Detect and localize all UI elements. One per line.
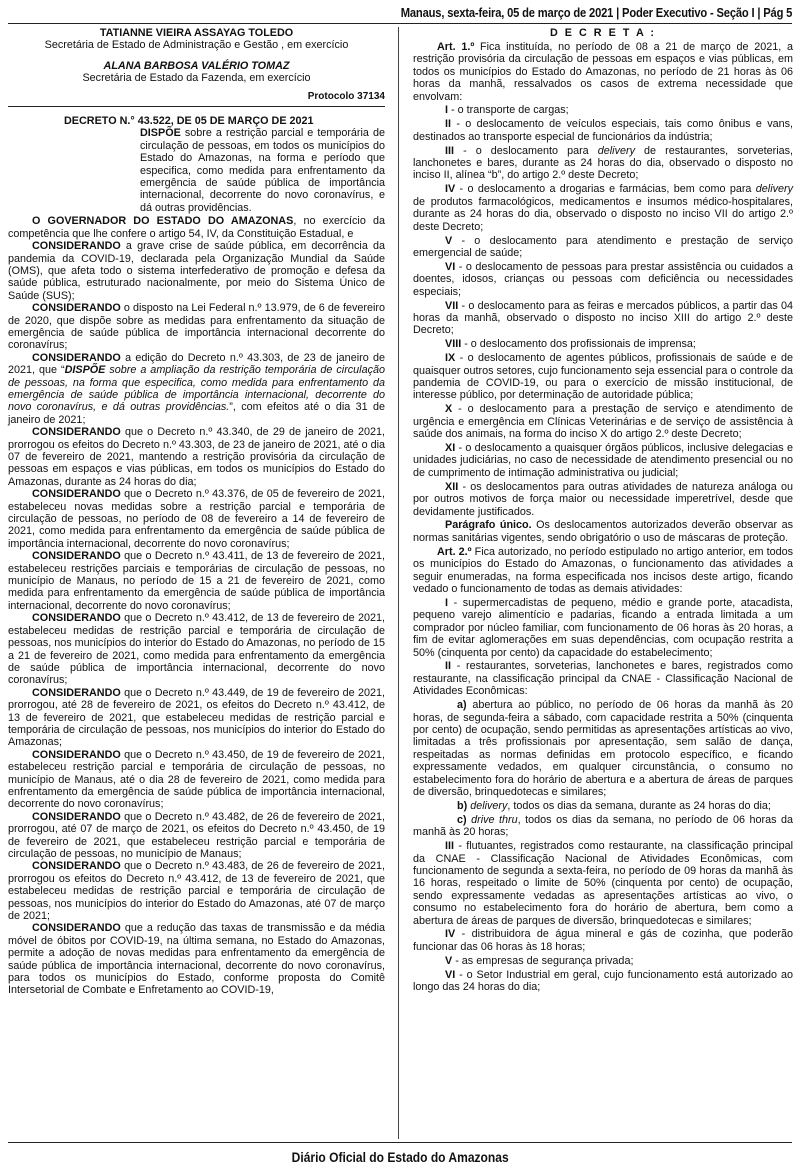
right-column: [413, 27, 793, 995]
art2-item-V: V - as empresas de segurança privada;: [445, 954, 634, 967]
considerando-3: CONSIDERANDO a edição do Decreto n.º 43.303, de 23 de janeiro de 2021, que “DISPÕE sobre a ampliação da restrição temporária de circulação de pessoas, na forma que especifica, como medida para enfrentamento da emergência de saúde pública de importância internacional, decorrente do novo coronavírus, e dá outras providências.”, com efeitos até o dia 31 de janeiro de 2021;: [8, 351, 385, 426]
decreta-heading: D E C R E T A :: [550, 27, 656, 39]
considerando-10: CONSIDERANDO que o Decreto n.º 43.482, de 26 de fevereiro de 2021, prorrogou, até 07 de março de 2021, os efeitos do Decreto n.º 43.450, de 19 de fevereiro de 2021, que estabeleceu restrição parcial e temporária de circulação de pessoas, no município de Manaus;: [8, 810, 385, 860]
art1-item-III: III - o deslocamento para delivery de restaurantes, sorveterias, lanchonetes e bares, durante as 24 horas do dia, observado o disposto no inciso II, alínea “b”, do artigo 2.º deste Decreto;: [413, 144, 794, 182]
signature-title-2: Secretária de Estado da Fazenda, em exercício: [82, 72, 311, 85]
art1-item-VI: VI - o deslocamento de pessoas para prestar assistência ou cuidados a doentes, idosos, crianças ou pessoas com deficiência ou necessidades especiais;: [413, 260, 793, 298]
art1-item-VII: VII - o deslocamento para as feiras e mercados públicos, a partir das 04 horas da manhã, observado o disposto no inciso XIII do artigo 2.º deste Decreto;: [413, 299, 793, 337]
column-divider: [398, 27, 399, 1139]
header-line: Manaus, sexta-feira, 05 de março de 2021 | Poder Executivo - Seção I | Pág 5: [400, 5, 792, 20]
art1-item-IV: IV - o deslocamento a drogarias e farmácias, bem como para delivery de produtos farmacológicos, medicamentos e insumos médico-hospitalares, durante as 24 horas do dia, observado o disposto no inciso VII do artigo 2.º deste Decreto;: [413, 183, 793, 233]
page-header: [8, 5, 792, 24]
considerando-7: CONSIDERANDO que o Decreto n.º 43.412, de 13 de fevereiro de 2021, estabeleceu medidas de restrição parcial e temporária de circulação de pessoas, nos municípios do interior do Estado do Amazonas, no período de 15 a 21 de fevereiro de 2021, como medida para enfrentamento da emergência de saúde pública de importância internacional, decorrente do novo coronavírus;: [8, 612, 385, 687]
considerando-12: CONSIDERANDO que a redução das taxas de transmissão e da média móvel de óbitos por COVID-19, na última semana, no Estado do Amazonas, permite a adoção de novas medidas para enfrentamento da emergência de saúde pública de importância internacional, decorrente do novo coronavírus, para todos os municípios do Estado, conforme proposta do Comitê Intersetorial de Combate e Enfretamento ao COVID-19,: [8, 922, 385, 997]
footer-line: Diário Oficial do Estado do Amazonas: [291, 1149, 509, 1165]
page-footer: [8, 1142, 792, 1172]
considerando-9: CONSIDERANDO que o Decreto n.º 43.450, de 19 de fevereiro de 2021, estabeleceu restrição parcial e temporária de circulação de pessoas, no município de Manaus, até o dia 28 de fevereiro de 2021, como medida para enfrentamento da emergência de saúde pública de importância internacional, decorrente do novo coronavírus;: [8, 748, 385, 811]
considerando-4: CONSIDERANDO que o Decreto n.º 43.340, de 29 de janeiro de 2021, prorrogou os efeitos do Decreto n.º 43.303, de 23 de janeiro de 2021, até o dia 07 de fevereiro de 2021, mantendo a restrição provisória da circulação de pessoas em espaços e vias públicas, em todos os municípios do Estado do Amazonas, durante as 24 horas do dia;: [8, 426, 385, 488]
considerando-5: CONSIDERANDO que o Decreto n.º 43.376, de 05 de fevereiro de 2021, estabeleceu novas medidas sobre a restrição parcial e temporária de circulação de pessoas, no período de 08 de fevereiro a 14 de fevereiro de 2021, como medida para enfrentamento da emergência de saúde pública de importância internacional, decorrente do novo coronavírus;: [8, 488, 385, 550]
paragrafo-unico: Parágrafo único. Os deslocamentos autorizados deverão observar as normas sanitárias vigentes, sendo obrigatório o uso de máscaras de proteção.: [413, 519, 793, 544]
art1-item-II: II - o deslocamento de veículos especiais, tais como ônibus e vans, destinados ao transporte especial de funcionários da indústria;: [413, 118, 793, 143]
considerando-1: CONSIDERANDO a grave crise de saúde pública, em decorrência da pandemia da COVID-19, declarada pela Organização Mundial da Saúde (OMS), que afeta todo o sistema interfederativo de promoção e defesa da saúde pública, estruturado nacionalmente, por meio do Sistema Único de Saúde (SUS);: [8, 240, 385, 302]
art2-item-III: III - flutuantes, registrados como restaurante, na classificação principal da CNAE - Classificação Nacional de Atividades Econômicas, com funcionamento de segunda a sexta-feira, no período de 09 horas da manhã às 16 horas, respeitado o limite de 50% (cinquenta por cento) de ocupação, sendo expressamente vedadas as apresentações artísticas ao vivo, o consumo no estabelecimento fora do horário de abertura, bem como a abertura de áreas de parques de diversão, brinquedotecas e similares;: [413, 840, 793, 927]
art1-item-I: I - o transporte de cargas;: [445, 104, 569, 117]
protocol-number: Protocolo 37134: [8, 85, 385, 107]
art1-item-XI: XI - o deslocamento a quaisquer órgãos públicos, inclusive delegacias e unidades judiciárias, no caso de necessidade de atendimento presencial ou no de cumprimento de intimação administrativa ou judicial;: [413, 442, 793, 479]
governor-paragraph: O GOVERNADOR DO ESTADO DO AMAZONAS, no exercício da competência que lhe confere o artigo 54, IV, da Constituição Estadual, e: [8, 215, 385, 240]
considerando-2: CONSIDERANDO o disposto na Lei Federal n.º 13.979, de 6 de fevereiro de 2020, que dispõe sobre as medidas para enfrentamento da situação de emergência de saúde pública de importância internacional decorrente do coronavírus;: [8, 302, 385, 352]
signature-title-1: Secretária de Estado de Administração e Gestão , em exercício: [44, 39, 349, 52]
article-2: Art. 2.º Fica autorizado, no período estipulado no artigo anterior, em todos os municípios do Estado do Amazonas, o funcionamento das atividades a seguir enumeradas, na forma especificada nos incisos deste artigo, ficando vedado o funcionamento de todas as demais atividades:: [413, 545, 793, 595]
art2-item-II: II - restaurantes, sorveterias, lanchonetes e bares, registrados como restaurante, na classificação principal da CNAE - Classificação Nacional de Atividades Econômicas:: [413, 660, 793, 698]
art2-item-II-c: c) drive thru, todos os dias da semana, no período de 06 horas da manhã às 20 horas;: [413, 813, 793, 839]
art2-item-II-b: b) delivery, todos os dias da semana, durante as 24 horas do dia;: [457, 799, 771, 812]
art1-item-X: X - o deslocamento para a prestação de serviço e atendimento de urgência e emergência em Clínicas Veterinárias e de serviço de assistência à saúde dos animais, na forma do inciso X do artigo 2.º deste Decreto;: [413, 403, 793, 441]
art2-item-I: I - supermercadistas de pequeno, médio e grande porte, atacadista, pequeno varejo alimentício e padarias, ficando a entrada limitada a um comprador por núcleo familiar, com funcionamento de 06 horas às 20 horas, a fim de evitar aglomerações em suas dependências, com ocupação restrita a 50% (cinquenta por cento) da capacidade do estabelecimento;: [413, 596, 793, 659]
considerando-8: CONSIDERANDO que o Decreto n.º 43.449, de 19 de fevereiro de 2021, prorrogou, até 28 de fevereiro de 2021, os efeitos do Decreto n.º 43.412, de 13 de fevereiro de 2021, que estabeleceu medidas de restrição parcial e temporária de circulação de pessoas, nos municípios do interior do Estado do Amazonas;: [8, 686, 385, 749]
art2-item-VI: VI - o Setor Industrial em geral, cujo funcionamento está autorizado ao longo das 24 horas do dia;: [413, 968, 793, 994]
art1-item-IX: IX - o deslocamento de agentes públicos, profissionais de saúde e de quaisquer outros setores, cujo funcionamento seja essencial para o controle da pandemia de COVID-19, ou para o exercício de missão institucional, de interesse público, por determinação de autoridade pública;: [413, 352, 793, 402]
signature-name-1: TATIANNE VIEIRA ASSAYAG TOLEDO: [99, 27, 294, 39]
left-column: [8, 27, 385, 997]
decree-title: DECRETO N.° 43.522, DE 05 DE MARÇO DE 2021: [64, 115, 314, 128]
signature-name-2: ALANA BARBOSA VALÉRIO TOMAZ: [103, 59, 290, 72]
decree-ementa: DISPÕE sobre a restrição parcial e temporária de circulação de pessoas, em todos os municípios do Estado do Amazonas, na forma e período que especifica, como medida para enfrentamento da emergência de saúde pública de importância internacional, decorrente do novo coronavírus, e dá outras providências.: [140, 127, 385, 214]
art1-item-XII: XII - os deslocamentos para outras atividades de natureza análoga ou por outros motivos de força maior ou necessidade imperetrível, desde que devidamente justificados.: [413, 480, 793, 518]
art1-item-V: V - o deslocamento para atendimento e prestação de serviço emergencial de saúde;: [413, 234, 793, 259]
article-1: Art. 1.º Fica instituída, no período de 08 a 21 de março de 2021, a restrição provisória da circulação de pessoas em espaços e vias públicas, em todos os municípios do Estado do Amazonas, no período de 21 horas às 06 horas da manhã, ressalvados os casos de extrema necessidade que envolvam:: [413, 40, 794, 103]
considerando-11: CONSIDERANDO que o Decreto n.º 43.483, de 26 de fevereiro de 2021, prorrogou os efeitos do Decreto n.º 43.412, de 13 de fevereiro de 2021, que estabeleceu medidas de restrição parcial e temporária de circulação de pessoas, nos municípios do interior do Estado do Amazonas, até 07 de março de 2021;: [8, 860, 385, 923]
considerando-6: CONSIDERANDO que o Decreto n.º 43.411, de 13 de fevereiro de 2021, estabeleceu restrições parciais e temporárias de circulação de pessoas, no município de Manaus, no período de 15 a 21 de fevereiro de 2021, como medida para enfrentamento da emergência de saúde pública de importância internacional, decorrente do novo coronavírus;: [8, 550, 385, 612]
art2-item-II-a: a) abertura ao público, no período de 06 horas da manhã às 20 horas, de segunda-feira a sábado, com capacidade restrita a 50% (cinquenta por cento) de ocupação, sendo permitidas as apresentações artísticas ao vivo, limitadas a três profissionais por apresentação, sem salão de dança, respeitadas as normas definidas em protocolo específico, e ficando expressamente vedados, em qualquer circunstância, o consumo no estabelecimento fora do horário de abertura e a abertura de áreas de parques de diversão, brinquedotecas e similares;: [413, 699, 793, 798]
art2-item-IV: IV - distribuidora de água mineral e gás de cozinha, que poderão funcionar das 06 horas às 18 horas;: [413, 928, 793, 953]
art1-item-VIII: VIII - o deslocamento dos profissionais de imprensa;: [445, 338, 696, 351]
